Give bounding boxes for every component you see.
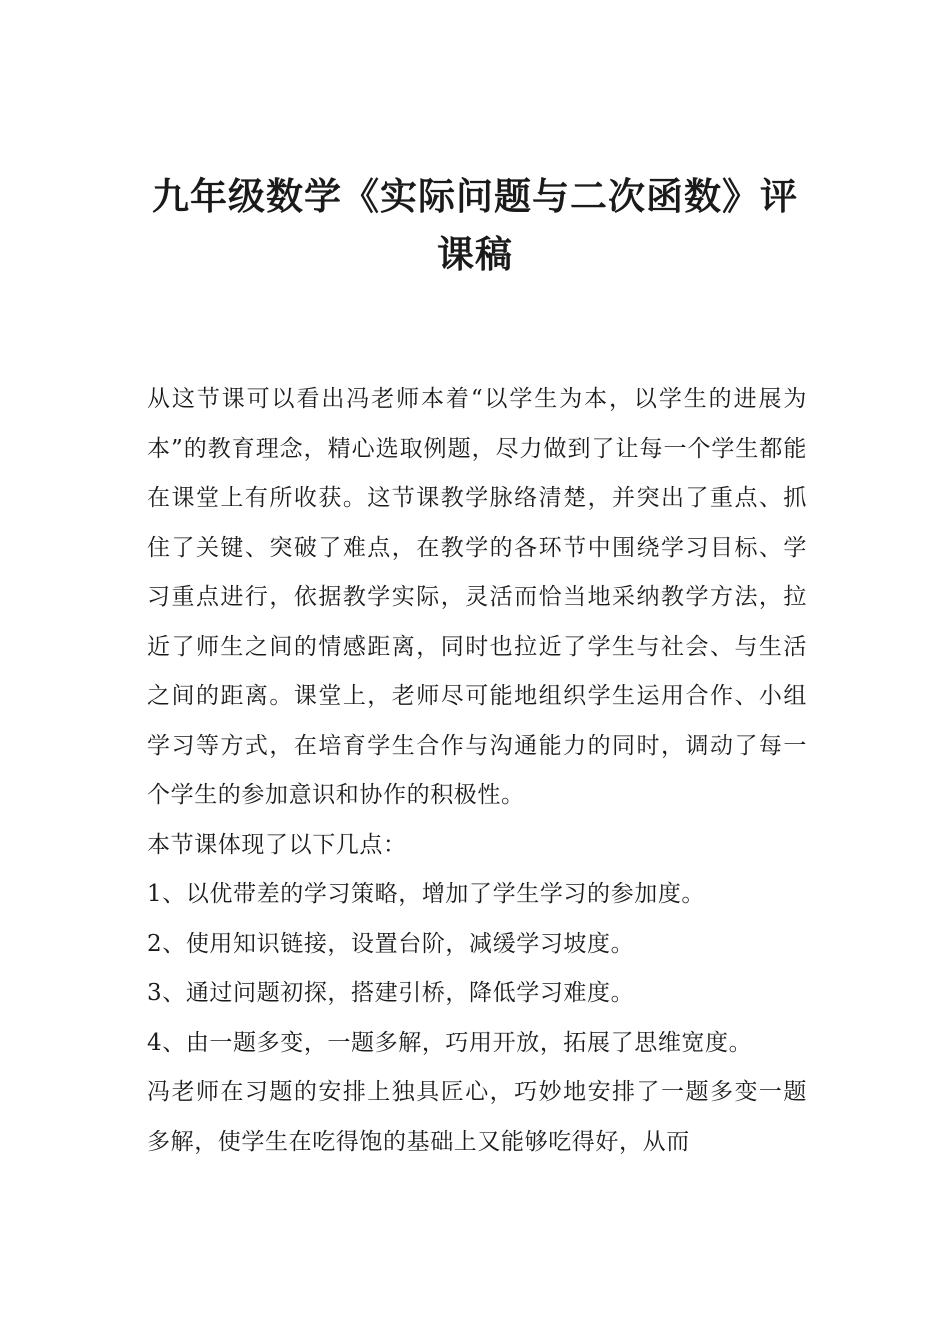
list-item-2: 2、使用知识链接，设置台阶，减缓学习坡度。 xyxy=(147,930,635,957)
document-title: 九年级数学《实际问题与二次函数》评课稿 xyxy=(152,175,798,276)
paragraph-summary-lead: 本节课体现了以下几点： xyxy=(147,831,407,858)
document-body xyxy=(147,375,807,1167)
list-item-1: 1、以优带差的学习策略，增加了学生学习的参加度。 xyxy=(147,881,706,907)
list-item-4: 4、由一题多变，一题多解，巧用开放，拓展了思维宽度。 xyxy=(147,1029,753,1056)
paragraph-continuation: 冯老师在习题的安排上独具匠心，巧妙地安排了一题多变一题多解，使学生在吃得饱的基础上又能够吃得好，从而 xyxy=(147,1079,807,1155)
list-item-3: 3、通过问题初探，搭建引桥，降低学习难度。 xyxy=(147,980,635,1006)
paragraph-intro: 从这节课可以看出冯老师本着“以学生为本，以学生的进展为本”的教育理念，精心选取例题，尽力做到了让每一个学生都能在课堂上有所收获。这节课教学脉络清楚，并突出了重点、抓住了关键、突破了难点，在教学的各环节中围绕学习目标、学习重点进行，依据教学实际，灵活而恰当地采纳教学方法，拉近了师生之间的情感距离，同时也拉近了学生与社会、与生活之间的距离。课堂上，老师尽可能地组织学生运用合作、小组学习等方式，在培育学生合作与沟通能力的同时，调动了每一个学生的参加意识和协作的积极性。 xyxy=(147,386,807,808)
